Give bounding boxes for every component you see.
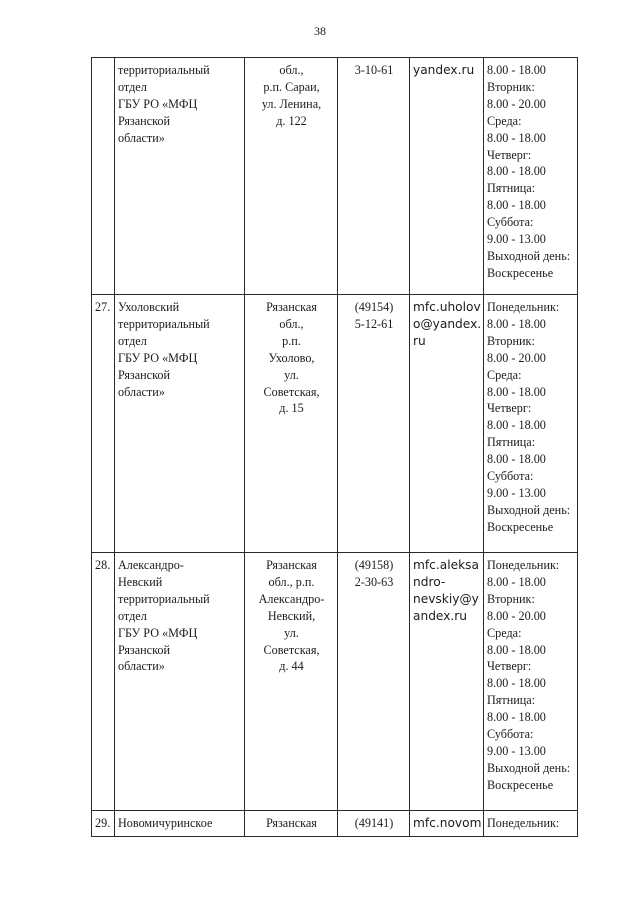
row-number: 27. bbox=[95, 300, 111, 314]
address-line: ул. bbox=[284, 625, 299, 640]
office-name-cell bbox=[115, 58, 245, 295]
page-number: 38 bbox=[314, 24, 326, 38]
office-name-line: Рязанской bbox=[118, 113, 170, 128]
working-hours-line: Пятница: bbox=[487, 435, 536, 450]
address-line: Александро- bbox=[258, 591, 325, 606]
address-cell bbox=[245, 58, 338, 295]
working-hours-line: 9.00 - 13.00 bbox=[487, 232, 546, 247]
office-name-line: территориальный bbox=[118, 591, 210, 606]
working-hours-line: 8.00 - 20.00 bbox=[487, 350, 546, 365]
working-hours-line: 8.00 - 18.00 bbox=[487, 452, 546, 467]
working-hours-line: 8.00 - 18.00 bbox=[487, 418, 546, 433]
address-line: д. 15 bbox=[279, 401, 304, 416]
address-line: ул. bbox=[284, 367, 299, 382]
phone-cell bbox=[338, 295, 410, 553]
address-line: обл., bbox=[279, 63, 304, 77]
office-name-line: ГБУ РО «МФЦ bbox=[118, 350, 198, 365]
working-hours-line: Суббота: bbox=[487, 727, 534, 742]
working-hours-line: 8.00 - 18.00 bbox=[487, 316, 546, 331]
office-name-cell bbox=[115, 553, 245, 811]
working-hours-line: 8.00 - 20.00 bbox=[487, 608, 546, 623]
working-hours-line: Пятница: bbox=[487, 181, 536, 196]
working-hours-line: 8.00 - 18.00 bbox=[487, 676, 546, 691]
working-hours-line: Понедельник: bbox=[487, 816, 560, 830]
office-name-line: Александро- bbox=[118, 558, 184, 572]
working-hours-cell bbox=[484, 58, 578, 295]
phone-line: 5-12-61 bbox=[354, 316, 394, 331]
working-hours-line: 8.00 - 18.00 bbox=[487, 642, 546, 657]
row-number-cell bbox=[92, 553, 115, 811]
office-name-line: Ухоловский bbox=[118, 300, 180, 314]
address-line: р.п. bbox=[282, 333, 301, 348]
working-hours-line: 9.00 - 13.00 bbox=[487, 485, 546, 500]
working-hours-line: 8.00 - 18.00 bbox=[487, 198, 546, 213]
office-name-line: области» bbox=[118, 659, 165, 674]
office-name-line: Новомичуринское bbox=[118, 816, 213, 830]
working-hours-line: Вторник: bbox=[487, 333, 535, 348]
address-line: Советская, bbox=[263, 384, 320, 399]
working-hours-line: Вторник: bbox=[487, 591, 535, 606]
address-line: обл., р.п. bbox=[268, 574, 315, 589]
office-name-line: Рязанской bbox=[118, 367, 170, 382]
working-hours-line: 8.00 - 20.00 bbox=[487, 96, 546, 111]
working-hours-line: Выходной день: bbox=[487, 248, 571, 263]
address-line: Рязанская bbox=[266, 558, 317, 572]
address-cell bbox=[245, 553, 338, 811]
email-line: o@yandex. bbox=[413, 316, 482, 331]
working-hours-line: Среда: bbox=[487, 113, 522, 128]
table-row bbox=[92, 58, 578, 295]
working-hours-line: Среда: bbox=[487, 367, 522, 382]
working-hours-line: Среда: bbox=[487, 625, 522, 640]
row-number-cell bbox=[92, 811, 115, 837]
working-hours-cell bbox=[484, 295, 578, 553]
email-cell bbox=[410, 553, 484, 811]
working-hours-line: 8.00 - 18.00 bbox=[487, 63, 546, 77]
office-name-cell bbox=[115, 811, 245, 837]
phone-cell bbox=[338, 553, 410, 811]
phone-line: (49158) bbox=[354, 558, 394, 572]
office-name-line: ГБУ РО «МФЦ bbox=[118, 96, 198, 111]
working-hours-line: Воскресенье bbox=[487, 777, 554, 792]
mfc-office-table bbox=[91, 57, 578, 837]
row-number-cell bbox=[92, 58, 115, 295]
working-hours-line: Понедельник: bbox=[487, 300, 560, 314]
address-line: Советская, bbox=[263, 642, 320, 657]
working-hours-line: Воскресенье bbox=[487, 519, 554, 534]
office-name-line: отдел bbox=[118, 333, 147, 348]
working-hours-line: Четверг: bbox=[487, 401, 532, 416]
working-hours-line: Пятница: bbox=[487, 693, 536, 708]
email-line: nevskiy@y bbox=[413, 591, 479, 606]
office-name-line: Рязанской bbox=[118, 642, 170, 657]
working-hours-line: Воскресенье bbox=[487, 265, 554, 280]
address-line: Рязанская bbox=[266, 816, 317, 830]
office-name-line: Невский bbox=[118, 574, 163, 589]
office-name-line: отдел bbox=[118, 79, 147, 94]
office-name-line: отдел bbox=[118, 608, 147, 623]
phone-line: 3-10-61 bbox=[354, 63, 394, 77]
working-hours-line: Четверг: bbox=[487, 147, 532, 162]
table-row bbox=[92, 811, 578, 837]
office-name-line: территориальный bbox=[118, 316, 210, 331]
working-hours-line: 8.00 - 18.00 bbox=[487, 164, 546, 179]
row-number: 29. bbox=[95, 816, 111, 830]
working-hours-line: 8.00 - 18.00 bbox=[487, 574, 546, 589]
address-line: Невский, bbox=[267, 608, 316, 623]
working-hours-cell bbox=[484, 553, 578, 811]
working-hours-line: Суббота: bbox=[487, 215, 534, 230]
table-row bbox=[92, 553, 578, 811]
email-line: mfc.uholov bbox=[413, 300, 481, 314]
working-hours-line: Вторник: bbox=[487, 79, 535, 94]
row-number: 28. bbox=[95, 558, 111, 572]
table-row bbox=[92, 295, 578, 553]
email-line: ru bbox=[413, 333, 426, 348]
phone-line: (49154) bbox=[354, 300, 394, 314]
working-hours-cell bbox=[484, 811, 578, 837]
row-number-cell bbox=[92, 295, 115, 553]
address-cell bbox=[245, 295, 338, 553]
address-line: Рязанская bbox=[266, 300, 317, 314]
office-name-cell bbox=[115, 295, 245, 553]
working-hours-line: Выходной день: bbox=[487, 502, 571, 517]
office-name-line: ГБУ РО «МФЦ bbox=[118, 625, 198, 640]
address-line: д. 44 bbox=[279, 659, 304, 674]
office-name-line: территориальный bbox=[118, 63, 210, 77]
working-hours-line: Суббота: bbox=[487, 469, 534, 484]
email-line: mfc.novom bbox=[413, 816, 482, 830]
email-cell bbox=[410, 811, 484, 837]
address-line: Ухолово, bbox=[268, 350, 315, 365]
working-hours-line: Четверг: bbox=[487, 659, 532, 674]
working-hours-line: Понедельник: bbox=[487, 558, 560, 572]
working-hours-line: Выходной день: bbox=[487, 760, 571, 775]
address-line: д. 122 bbox=[276, 113, 307, 128]
email-line: mfc.aleksa bbox=[413, 558, 479, 572]
working-hours-line: 8.00 - 18.00 bbox=[487, 130, 546, 145]
email-line: ndro- bbox=[413, 574, 446, 589]
phone-cell bbox=[338, 811, 410, 837]
office-name-line: области» bbox=[118, 384, 165, 399]
email-cell bbox=[410, 295, 484, 553]
phone-cell bbox=[338, 58, 410, 295]
working-hours-line: 8.00 - 18.00 bbox=[487, 384, 546, 399]
working-hours-line: 8.00 - 18.00 bbox=[487, 710, 546, 725]
phone-line: (49141) bbox=[354, 816, 394, 830]
working-hours-line: 9.00 - 13.00 bbox=[487, 743, 546, 758]
address-line: р.п. Сараи, bbox=[263, 79, 320, 94]
address-cell bbox=[245, 811, 338, 837]
phone-line: 2-30-63 bbox=[354, 574, 394, 589]
email-line: yandex.ru bbox=[413, 63, 475, 77]
address-line: обл., bbox=[279, 316, 304, 331]
email-cell bbox=[410, 58, 484, 295]
office-name-line: области» bbox=[118, 130, 165, 145]
email-line: andex.ru bbox=[413, 608, 468, 623]
address-line: ул. Ленина, bbox=[261, 96, 322, 111]
